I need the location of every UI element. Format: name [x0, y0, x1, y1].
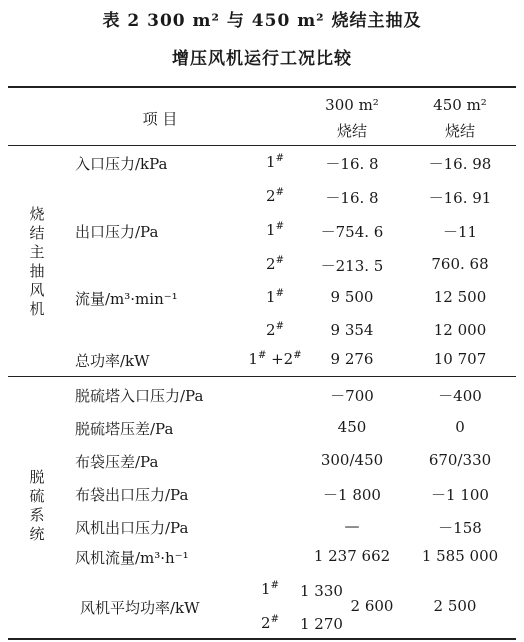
header-450-line2: 烧结	[444, 122, 476, 140]
value-450: 10 707	[433, 350, 487, 368]
group1-label	[28, 205, 46, 319]
value-300: －754. 6	[320, 223, 384, 241]
group1-label-char: 抽	[29, 262, 45, 280]
value-300: 9 276	[330, 350, 374, 368]
group1-label-char: 主	[29, 243, 45, 261]
group1-label-char: 结	[29, 224, 45, 242]
value-300: 450	[337, 418, 367, 436]
unit-label: 2#	[266, 255, 284, 273]
value-300: 9 354	[330, 321, 374, 339]
unit-label: 2#	[266, 187, 284, 205]
unit-label: 2#	[266, 321, 284, 339]
value-450: 760. 68	[431, 255, 489, 273]
group2-label	[28, 468, 46, 544]
unit-label: 1#	[266, 153, 284, 171]
header-300-line1: 300 m²	[325, 96, 379, 114]
value-300: －700	[330, 387, 374, 405]
table-title-line1: 表 2 300 m² 与 450 m² 烧结主抽及	[102, 11, 422, 31]
header-rule	[8, 145, 516, 146]
param-fan-flow: 风机流量/m³·h⁻¹	[75, 549, 189, 567]
power-total-450: 2 500	[433, 597, 477, 615]
value-450: 12 500	[433, 288, 487, 306]
group2-label-char: 硫	[29, 487, 45, 505]
value-300: —	[344, 517, 360, 535]
param-flow: 流量/m³·min⁻¹	[75, 290, 178, 308]
header-item: 项 目	[142, 110, 178, 128]
value-450: －400	[438, 387, 482, 405]
param-bag-outlet: 布袋出口压力/Pa	[75, 486, 189, 504]
value-450: －1 100	[431, 486, 489, 504]
group2-label-char: 统	[29, 525, 45, 543]
bottom-rule	[8, 638, 516, 640]
group1-label-char: 风	[29, 281, 45, 299]
param-desulf-diff: 脱硫塔压差/Pa	[75, 420, 174, 438]
group-divider-rule	[8, 376, 516, 377]
unit-label: 1#	[266, 288, 284, 306]
group1-label-char: 烧	[29, 205, 45, 223]
value-300: 1 237 662	[313, 547, 391, 565]
param-fan-avg-power: 风机平均功率/kW	[80, 599, 200, 617]
power-value-2: 1 270	[300, 615, 343, 633]
header-300-line2: 烧结	[336, 122, 368, 140]
value-300: －213. 5	[320, 257, 384, 275]
header-450-line1: 450 m²	[433, 96, 487, 114]
value-300: －16. 8	[325, 155, 379, 173]
value-450: 12 000	[433, 321, 487, 339]
group1-label-char: 机	[29, 300, 45, 318]
value-450: －16. 91	[428, 189, 492, 207]
top-rule	[8, 86, 516, 88]
table-title-line2: 增压风机运行工况比较	[172, 49, 352, 69]
group2-label-char: 系	[29, 506, 45, 524]
value-300: －16. 8	[325, 189, 379, 207]
param-inlet-pressure: 入口压力/kPa	[75, 155, 168, 173]
param-outlet-pressure: 出口压力/Pa	[75, 223, 159, 241]
unit-label: 1#	[261, 580, 279, 598]
value-300: 9 500	[330, 288, 374, 306]
unit-label: 1# +2#	[248, 350, 302, 368]
value-450: 1 585 000	[421, 547, 499, 565]
param-bag-diff: 布袋压差/Pa	[75, 453, 159, 471]
unit-label: 2#	[261, 614, 279, 632]
param-total-power: 总功率/kW	[75, 352, 150, 370]
value-450: 670/330	[428, 451, 492, 469]
group2-label-char: 脱	[29, 468, 45, 486]
param-fan-outlet: 风机出口压力/Pa	[75, 519, 189, 537]
value-300: －1 800	[323, 486, 381, 504]
unit-label: 1#	[266, 221, 284, 239]
value-300: 300/450	[320, 451, 384, 469]
power-value-1: 1 330	[300, 582, 343, 600]
value-450: －11	[442, 223, 478, 241]
param-desulf-inlet: 脱硫塔入口压力/Pa	[75, 387, 204, 405]
value-450: －158	[438, 519, 482, 537]
value-450: －16. 98	[428, 155, 492, 173]
value-450: 0	[455, 418, 465, 436]
power-total-300: 2 600	[350, 597, 394, 615]
